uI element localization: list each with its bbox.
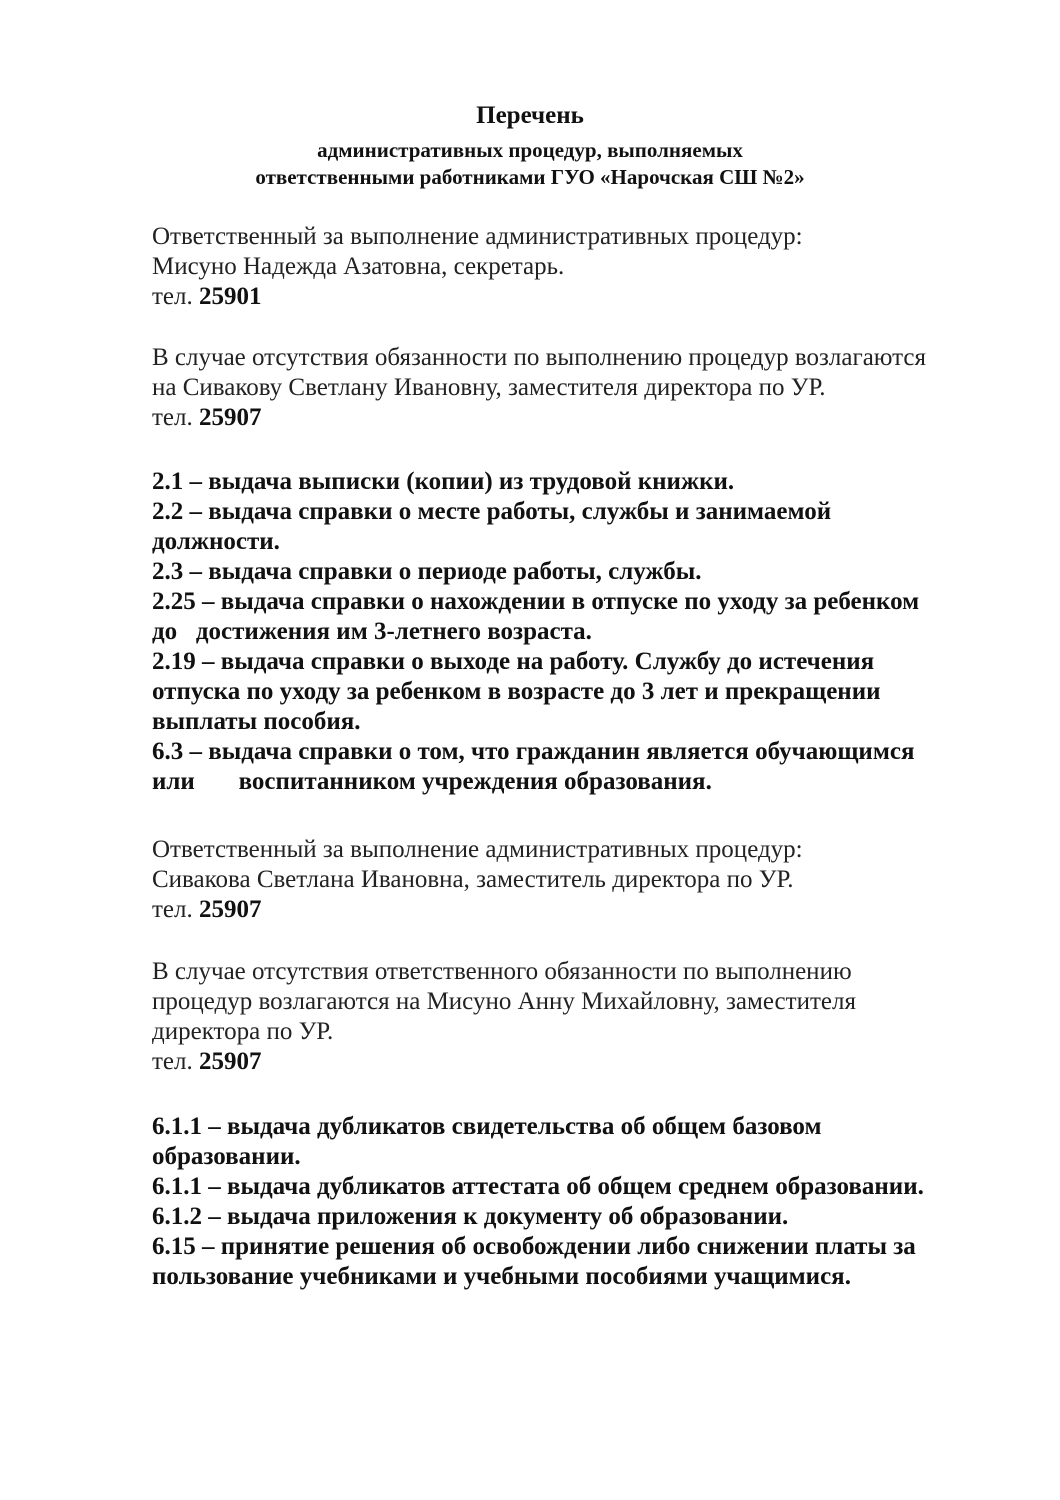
document-subtitle-line-1: административных процедур, выполняемых (317, 138, 743, 162)
procedure-line: до достижения им 3-летнего возраста. (152, 618, 592, 645)
procedure-line: выплаты пособия. (152, 708, 361, 735)
procedure-line: отпуска по уходу за ребенком в возрасте до 3 лет и прекращении (152, 678, 881, 705)
section1-substitute-phone-line (152, 403, 1002, 433)
section2-substitute-line-3: директора по УР. (152, 1018, 334, 1045)
section2-substitute (152, 957, 1002, 1077)
procedure-line: пользование учебниками и учебными пособиями учащимися. (152, 1263, 851, 1290)
phone-prefix: тел. (152, 896, 193, 923)
section1-substitute-line-1: В случае отсутствия обязанности по выполнению процедур возлагаются (152, 344, 926, 371)
section1-substitute (152, 343, 1002, 433)
procedure-line: 6.1.1 – выдача дубликатов свидетельства об общем базовом (152, 1113, 822, 1140)
section1-procedure-list (152, 467, 1002, 797)
procedure-line: 6.3 – выдача справки о том, что гражданин является обучающимся (152, 738, 915, 765)
procedure-line: 2.19 – выдача справки о выходе на работу. Службу до истечения (152, 648, 875, 675)
section1-responsible-label: Ответственный за выполнение административных процедур: (152, 223, 803, 250)
procedure-line: 6.15 – принятие решения об освобождении либо снижении платы за (152, 1233, 916, 1260)
section1-phone-line (152, 282, 1002, 312)
section2-substitute-line-1: В случае отсутствия ответственного обязанности по выполнению (152, 958, 852, 985)
section2-responsible-label: Ответственный за выполнение административных процедур: (152, 836, 803, 863)
phone-prefix: тел. (152, 404, 193, 431)
procedure-line: 2.2 – выдача справки о месте работы, службы и занимаемой (152, 498, 832, 525)
document-subtitle-line-2: ответственными работниками ГУО «Нарочская СШ №2» (255, 165, 805, 189)
procedure-line: должности. (152, 528, 280, 555)
section1-responsible-person: Мисуно Надежда Азатовна, секретарь. (152, 253, 565, 280)
procedure-line: образовании. (152, 1143, 301, 1170)
phone-prefix: тел. (152, 283, 193, 310)
procedure-line: 2.3 – выдача справки о периоде работы, службы. (152, 558, 702, 585)
procedure-line: 2.1 – выдача выписки (копии) из трудовой книжки. (152, 468, 735, 495)
section2-responsible-person: Сивакова Светлана Ивановна, заместитель директора по УР. (152, 866, 794, 893)
section2-substitute-line-2: процедур возлагаются на Мисуно Анну Михайловну, заместителя (152, 988, 856, 1015)
section2-phone-line (152, 895, 1002, 925)
section2-phone: 25907 (199, 896, 262, 923)
document-title: Перечень (476, 102, 584, 129)
section2-procedure-list (152, 1112, 1002, 1292)
procedure-line: или воспитанником учреждения образования. (152, 768, 712, 795)
section1-substitute-line-2: на Сивакову Светлану Ивановну, заместителя директора по УР. (152, 374, 826, 401)
section1-substitute-phone: 25907 (199, 404, 262, 431)
procedure-line: 6.1.1 – выдача дубликатов аттестата об общем среднем образовании. (152, 1173, 924, 1200)
section2-responsible (152, 835, 1002, 925)
section1-phone: 25901 (199, 283, 262, 310)
section2-substitute-phone: 25907 (199, 1048, 262, 1075)
phone-prefix: тел. (152, 1048, 193, 1075)
section1-responsible (152, 222, 1002, 312)
procedure-line: 2.25 – выдача справки о нахождении в отпуске по уходу за ребенком (152, 588, 920, 615)
procedure-line: 6.1.2 – выдача приложения к документу об образовании. (152, 1203, 789, 1230)
section2-substitute-phone-line (152, 1047, 1002, 1077)
